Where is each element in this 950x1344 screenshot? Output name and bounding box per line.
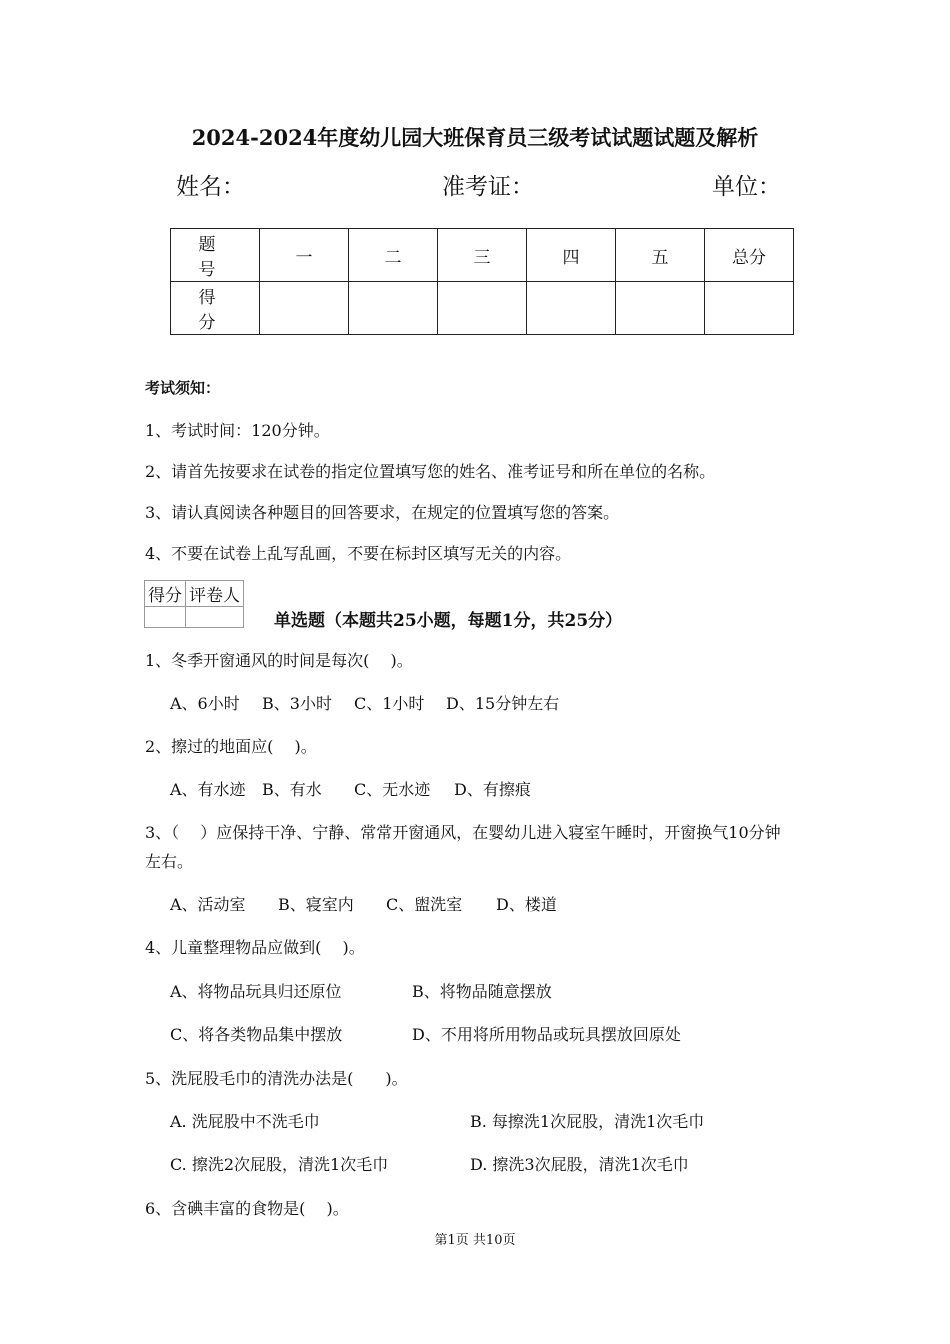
question-option: C、无水迹 [354,780,431,799]
exam-id-field-label: 准考证： [442,174,534,200]
score-table-header-row [171,229,794,282]
notice-item: 2、请首先按要求在试卷的指定位置填写您的姓名、准考证号和所在单位的名称。 [145,462,716,481]
question-option: A. 洗屁股中不洗毛巾 [170,1112,320,1131]
question-option: B、寝室内 [278,895,354,914]
grader-score-cell[interactable] [145,607,186,628]
grader-box [144,580,244,628]
score-table-header-cell: 五 [616,229,705,282]
score-input-cell[interactable] [260,282,349,335]
score-table-header-cell: 四 [527,229,616,282]
score-table-row-label: 得 分 [171,282,260,335]
question-stem: 3、（ ）应保持干净、宁静、常常开窗通风，在婴幼儿进入寝室午睡时，开窗换气10分钟 [145,823,781,842]
question-option: D、有擦痕 [454,780,531,799]
score-input-cell[interactable] [349,282,438,335]
question-option: B、将物品随意摆放 [412,982,552,1001]
question-option: C、盥洗室 [386,895,463,914]
question-option: C、将各类物品集中摆放 [170,1025,343,1044]
unit-field-label: 单位： [712,174,781,200]
name-field-label: 姓名： [176,174,245,200]
score-input-cell[interactable] [527,282,616,335]
score-input-cell[interactable] [705,282,794,335]
page-footer: 第1页 共10页 [434,1233,516,1248]
question-stem: 4、儿童整理物品应做到( )。 [145,938,365,957]
score-table-header-cell: 三 [438,229,527,282]
question-option: D、楼道 [496,895,557,914]
question-option: A、6小时 [170,694,240,713]
notice-item: 4、不要在试卷上乱写乱画，不要在标封区填写无关的内容。 [145,544,572,563]
question-option: A、有水迹 [170,780,246,799]
question-option: B、有水 [262,780,322,799]
grader-reviewer-cell[interactable] [186,607,244,628]
question-option: B. 每擦洗1次屁股，清洗1次毛巾 [470,1112,705,1131]
score-input-cell[interactable] [616,282,705,335]
notice-heading: 考试须知： [145,379,221,397]
score-table-header-cell: 总分 [705,229,794,282]
question-stem-continued: 左右。 [145,852,194,871]
question-option: D. 擦洗3次屁股，清洗1次毛巾 [470,1155,689,1174]
question-option: A、活动室 [170,895,246,914]
question-stem: 1、冬季开窗通风的时间是每次( )。 [145,651,413,670]
question-option: D、15分钟左右 [446,694,560,713]
question-stem: 6、含碘丰富的食物是( )。 [145,1199,349,1218]
question-stem: 2、擦过的地面应( )。 [145,737,317,756]
notice-item: 3、请认真阅读各种题目的回答要求，在规定的位置填写您的答案。 [145,503,620,522]
document-title: 2024-2024年度幼儿园大班保育员三级考试试题试题及解析 [191,125,759,150]
question-option: B、3小时 [262,694,332,713]
score-table [170,228,794,335]
question-option: C、1小时 [354,694,425,713]
score-input-cell[interactable] [438,282,527,335]
grader-score-label: 得分 [145,581,186,607]
question-option: C. 擦洗2次屁股，清洗1次毛巾 [170,1155,389,1174]
score-table-score-row [171,282,794,335]
notice-item: 1、考试时间：120分钟。 [145,421,330,440]
question-option: A、将物品玩具归还原位 [170,982,342,1001]
score-table-header-cell: 一 [260,229,349,282]
grader-reviewer-label: 评卷人 [186,581,244,607]
question-option: D、不用将所用物品或玩具摆放回原处 [412,1025,681,1044]
score-table-header-label: 题 号 [171,229,260,282]
score-table-header-cell: 二 [349,229,438,282]
question-stem: 5、洗屁股毛巾的清洗办法是( )。 [145,1069,408,1088]
section-heading: 单选题（本题共25小题，每题1分，共25分） [274,611,623,631]
